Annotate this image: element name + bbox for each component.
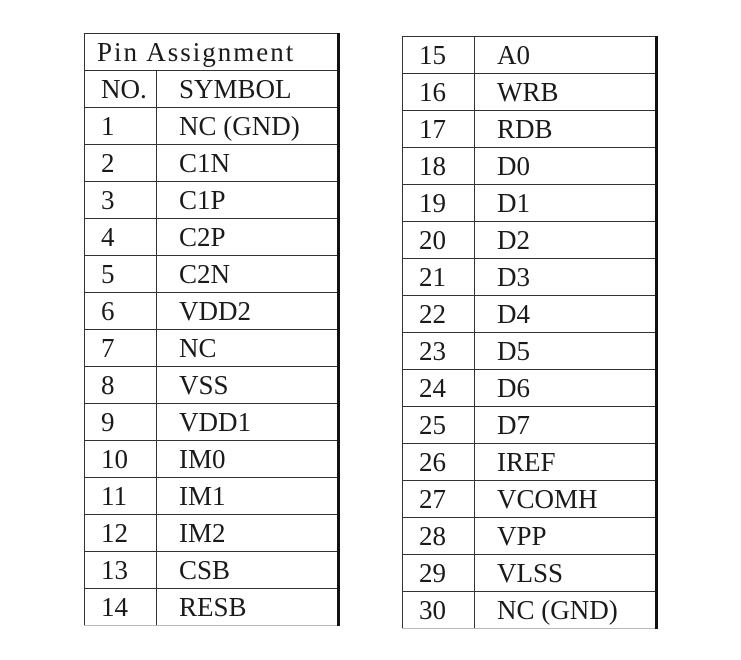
- table-row: [403, 148, 657, 185]
- pin-symbol: D4: [475, 296, 657, 333]
- pin-number: 30: [403, 592, 475, 629]
- pin-number: 26: [403, 444, 475, 481]
- pin-symbol: VPP: [475, 518, 657, 555]
- table-row: [85, 478, 339, 515]
- table-row: [85, 256, 339, 293]
- pin-number: 14: [85, 589, 157, 626]
- table-title-row: [85, 34, 339, 71]
- table-row: [85, 219, 339, 256]
- pin-symbol: C1P: [157, 182, 339, 219]
- pin-symbol: IM1: [157, 478, 339, 515]
- table-row: [85, 367, 339, 404]
- table-row: [85, 441, 339, 478]
- table-row: [403, 518, 657, 555]
- table-row: [403, 111, 657, 148]
- pin-symbol: D6: [475, 370, 657, 407]
- pin-table-right: [402, 36, 658, 629]
- pin-number: 1: [85, 108, 157, 145]
- table-row: [403, 74, 657, 111]
- pin-symbol: D3: [475, 259, 657, 296]
- pin-symbol: A0: [475, 37, 657, 74]
- pin-symbol: IM2: [157, 515, 339, 552]
- table-row: [403, 370, 657, 407]
- header-no: NO.: [85, 71, 157, 108]
- pin-number: 20: [403, 222, 475, 259]
- pin-number: 17: [403, 111, 475, 148]
- table-row: [403, 185, 657, 222]
- table-header-row: [85, 71, 339, 108]
- table-row: [403, 481, 657, 518]
- pin-symbol: VSS: [157, 367, 339, 404]
- table-row: [85, 145, 339, 182]
- pin-number: 13: [85, 552, 157, 589]
- pin-number: 7: [85, 330, 157, 367]
- pin-number: 22: [403, 296, 475, 333]
- pin-symbol: D5: [475, 333, 657, 370]
- pin-symbol: D7: [475, 407, 657, 444]
- pin-number: 18: [403, 148, 475, 185]
- table-row: [85, 589, 339, 626]
- table-row: [403, 592, 657, 629]
- pin-number: 9: [85, 404, 157, 441]
- pin-symbol: RDB: [475, 111, 657, 148]
- pin-symbol: IM0: [157, 441, 339, 478]
- table-row: [403, 296, 657, 333]
- pin-symbol: NC (GND): [157, 108, 339, 145]
- pin-number: 15: [403, 37, 475, 74]
- table-row: [85, 552, 339, 589]
- pin-symbol: NC (GND): [475, 592, 657, 629]
- pin-number: 28: [403, 518, 475, 555]
- table-row: [403, 37, 657, 74]
- pin-table-left: [84, 33, 340, 626]
- pin-number: 6: [85, 293, 157, 330]
- header-symbol: SYMBOL: [157, 71, 339, 108]
- table-title: Pin Assignment: [85, 34, 339, 71]
- pin-symbol: NC: [157, 330, 339, 367]
- table-row: [403, 444, 657, 481]
- pin-number: 11: [85, 478, 157, 515]
- pin-number: 4: [85, 219, 157, 256]
- pin-number: 25: [403, 407, 475, 444]
- pin-symbol: D0: [475, 148, 657, 185]
- pin-number: 16: [403, 74, 475, 111]
- pin-symbol: VCOMH: [475, 481, 657, 518]
- pin-symbol: C2N: [157, 256, 339, 293]
- table-row: [403, 259, 657, 296]
- pin-symbol: WRB: [475, 74, 657, 111]
- pin-symbol: IREF: [475, 444, 657, 481]
- pin-symbol: CSB: [157, 552, 339, 589]
- pin-symbol: VDD1: [157, 404, 339, 441]
- table-row: [85, 330, 339, 367]
- pin-number: 10: [85, 441, 157, 478]
- pin-number: 2: [85, 145, 157, 182]
- pin-number: 24: [403, 370, 475, 407]
- pin-number: 3: [85, 182, 157, 219]
- pin-symbol: RESB: [157, 589, 339, 626]
- pin-number: 27: [403, 481, 475, 518]
- table-row: [403, 555, 657, 592]
- pin-number: 23: [403, 333, 475, 370]
- pin-number: 29: [403, 555, 475, 592]
- table-row: [85, 293, 339, 330]
- pin-number: 12: [85, 515, 157, 552]
- table-row: [85, 182, 339, 219]
- pin-symbol: VLSS: [475, 555, 657, 592]
- pin-symbol: C2P: [157, 219, 339, 256]
- table-row: [85, 404, 339, 441]
- pin-symbol: VDD2: [157, 293, 339, 330]
- pin-symbol: D2: [475, 222, 657, 259]
- table-row: [403, 222, 657, 259]
- table-row: [85, 108, 339, 145]
- pin-number: 21: [403, 259, 475, 296]
- pin-symbol: C1N: [157, 145, 339, 182]
- pin-symbol: D1: [475, 185, 657, 222]
- pin-number: 8: [85, 367, 157, 404]
- pin-number: 5: [85, 256, 157, 293]
- table-row: [85, 515, 339, 552]
- table-row: [403, 333, 657, 370]
- pin-number: 19: [403, 185, 475, 222]
- table-row: [403, 407, 657, 444]
